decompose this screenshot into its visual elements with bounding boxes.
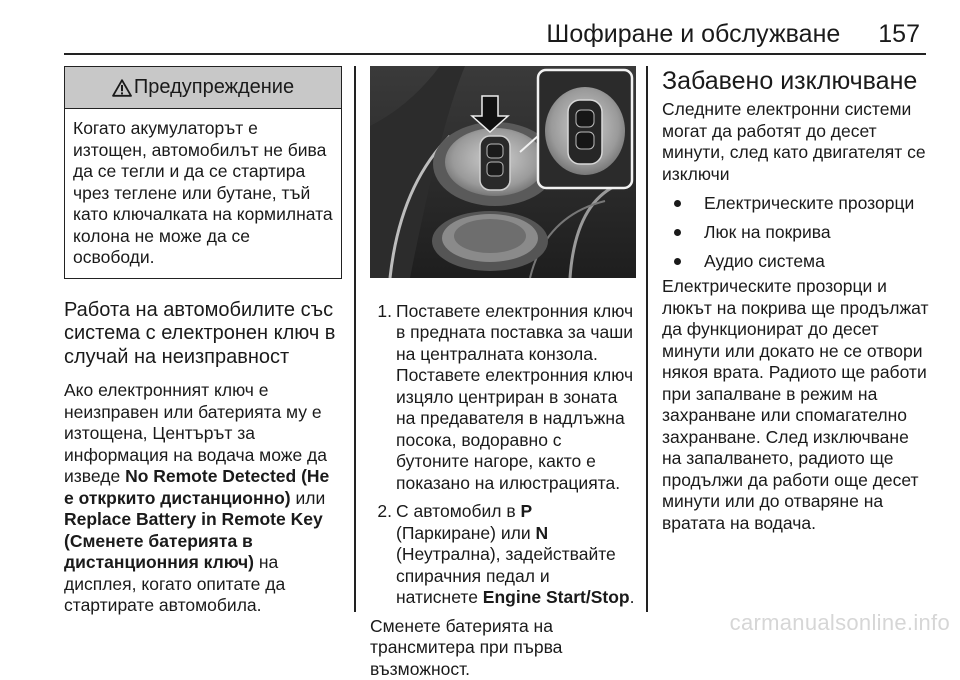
step-text-part: (Паркиране) или: [396, 523, 535, 543]
message-replace-battery: Replace Battery in Remote Key (Сменете батерията в дистанционния ключ): [64, 509, 323, 572]
delayed-off-body: Електрическите прозорци и люкът на покрива ще продължат да функционират до десет минути или докато не се отвори някоя врата. Радиото ще работи при запалване в режим на захранване или спомагателно захранване. След изключване на запалването, радиото ще продължи да работи още десет минути или до отваряне на вратата на водача.: [662, 276, 932, 534]
warning-title: Предупреждение: [134, 77, 294, 99]
bullet-icon: [674, 229, 681, 236]
header-rule: [64, 53, 926, 55]
replace-battery-note: Сменете батерията на трансмитера при първа възможност.: [370, 616, 636, 680]
page-number: 157: [878, 20, 920, 48]
header-text: [546, 20, 920, 49]
systems-list: [662, 189, 932, 276]
list-item: [662, 189, 932, 218]
step-text-part: С автомобил в: [396, 501, 521, 521]
cupholder-key-illustration: [370, 66, 636, 278]
page-header: [0, 0, 960, 56]
list-item-text: Люк на покрива: [704, 222, 831, 242]
step-text-part: (Неутрална), задействайте спирачния педал и натиснете: [396, 544, 616, 607]
malfunction-text-or: или: [291, 488, 326, 508]
delayed-off-intro: Следните електронни системи могат да работят до десет минути, след като двигателят се изключи: [662, 99, 932, 185]
step-text-part: .: [630, 587, 635, 607]
warning-header: [65, 67, 341, 109]
column-divider-right: [646, 66, 648, 612]
warning-text: Когато акумулаторът е изтощен, автомобилът не бива да се тегли и да се стартира чрез теглене или бутане, тъй като ключалката на кормилната колона не може да се освободи.: [65, 109, 341, 278]
engine-start-stop-label: Engine Start/Stop: [483, 587, 630, 607]
malfunction-text-before: Ако електронният ключ е неизправен или батерията му е изтощена, Центърът за информация на водача може да изведе: [64, 380, 327, 486]
warning-box: [64, 66, 342, 279]
step-item: [370, 501, 636, 609]
bullet-icon: [674, 200, 681, 207]
header-title: Шофиране и обслужване: [546, 20, 840, 48]
watermark: carmanualsonline.info: [730, 610, 950, 636]
step-number: 1.: [370, 301, 392, 323]
column-left: [64, 66, 342, 617]
message-no-remote: No Remote Detected (Не е откркито дистанционно): [64, 466, 329, 508]
malfunction-paragraph: [64, 380, 342, 617]
list-item: [662, 218, 932, 247]
step-item: [370, 301, 636, 495]
steps-list: [370, 301, 636, 609]
section-heading-malfunction: Работа на автомобилите със система с електронен ключ в случай на неизправност: [64, 299, 342, 370]
list-item-text: Аудио система: [704, 251, 825, 271]
warning-triangle-icon: [112, 79, 132, 97]
step-text: Поставете електронния ключ в предната поставка за чаши на централната конзола. Поставете електронния ключ изцяло центриран в зоната на предавателя в надлъжна посока, водоравно с бутоните нагоре, както е показано на илюстрацията.: [396, 301, 633, 493]
gear-n: N: [535, 523, 548, 543]
malfunction-text-after: на дисплея, когато опитате да стартирате автомобила.: [64, 552, 285, 615]
column-right: [662, 66, 932, 534]
section-heading-delayed-off: Забавено изключване: [662, 66, 932, 96]
list-item-text: Електрическите прозорци: [704, 193, 914, 213]
column-divider-left: [354, 66, 356, 612]
column-middle: [370, 66, 636, 680]
list-item: [662, 247, 932, 276]
bullet-icon: [674, 258, 681, 265]
gear-p: P: [521, 501, 533, 521]
step-number: 2.: [370, 501, 392, 523]
